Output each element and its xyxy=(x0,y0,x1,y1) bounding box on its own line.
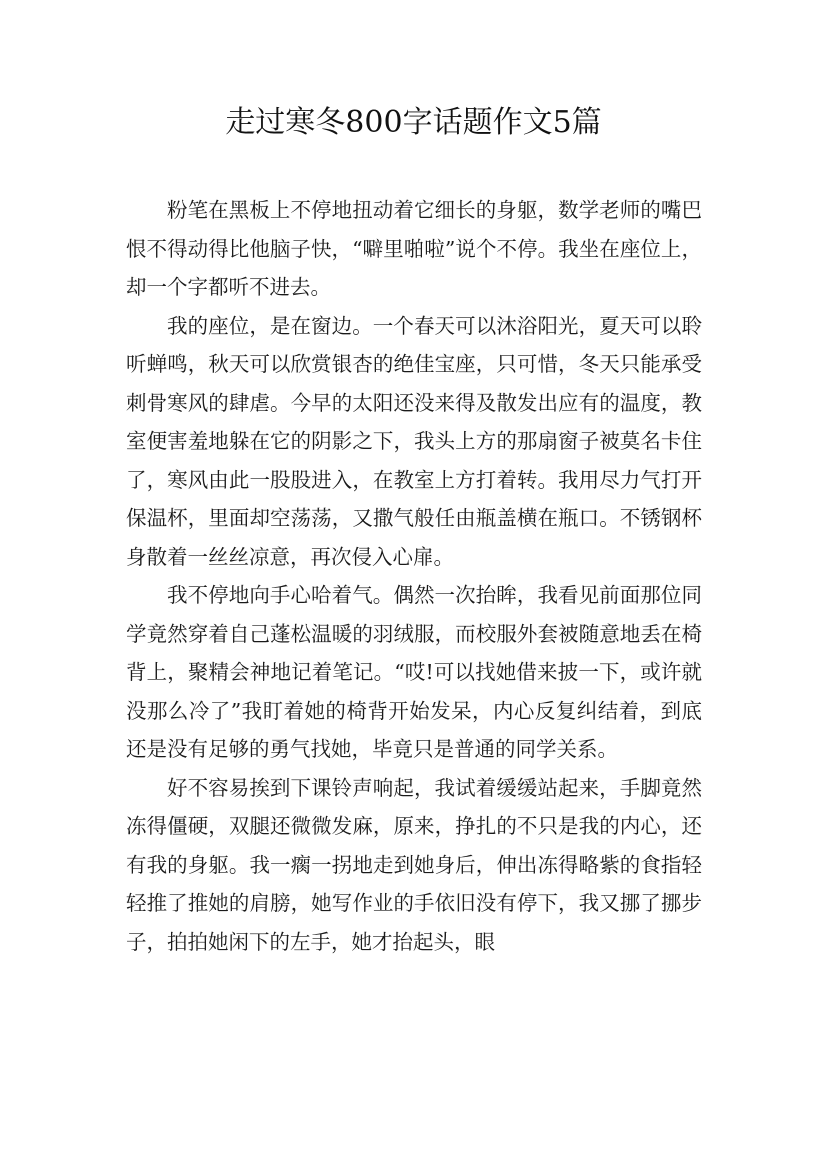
document-title: 走过寒冬800字话题作文5篇 xyxy=(225,105,602,140)
paragraph-2: 我的座位，是在窗边。一个春天可以沐浴阳光，夏天可以聆听蝉鸣，秋天可以欣赏银杏的绝佳宝座，只可惜，冬天只能承受刺骨寒风的肆虐。今早的太阳还没来得及散发出应有的温度，教室便害羞地躲在它的阴影之下，我头上方的那扇窗子被莫名卡住了，寒风由此一股股进入，在教室上方打着转。我用尽力气打开保温杯，里面却空荡荡，又撒气般任由瓶盖横在瓶口。不锈钢杯身散着一丝丝凉意，再次侵入心扉。 xyxy=(126,313,702,569)
document-body xyxy=(126,191,702,961)
paragraph-1: 粉笔在黑板上不停地扭动着它细长的身躯，数学老师的嘴巴恨不得动得比他脑子快，“噼里啪啦”说个不停。我坐在座位上，却一个字都听不进去。 xyxy=(126,198,702,299)
paragraph-3: 我不停地向手心哈着气。偶然一次抬眸，我看见前面那位同学竟然穿着自己蓬松温暖的羽绒服，而校服外套被随意地丢在椅背上，聚精会神地记着笔记。“哎!可以找她借来披一下，或许就没那么冷了”我盯着她的椅背开始发呆，内心反复纠结着，到底还是没有足够的勇气找她，毕竟只是普通的同学关系。 xyxy=(126,583,702,761)
paragraph-4: 好不容易挨到下课铃声响起，我试着缓缓站起来，手脚竟然冻得僵硬，双腿还微微发麻，原来，挣扎的不只是我的内心，还有我的身躯。我一瘸一拐地走到她身后，伸出冻得略紫的食指轻轻推了推她的肩膀，她写作业的手依旧没有停下，我又挪了挪步子，拍拍她闲下的左手，她才抬起头，眼 xyxy=(126,775,702,954)
